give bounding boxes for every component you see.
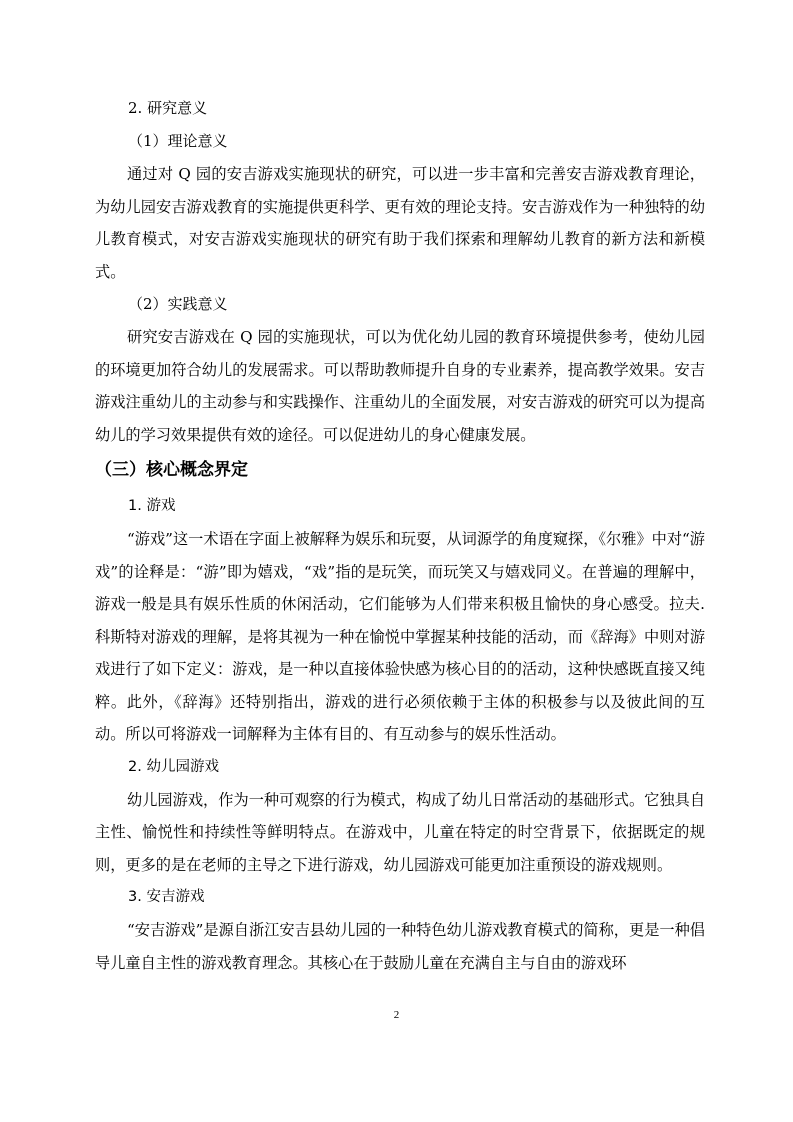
heading-practical-significance: （2）实践意义 (128, 295, 228, 313)
paragraph-game: “游戏”这一术语在字面上被解释为娱乐和玩耍，从词源学的角度窥探，《尔雅》中对“游戏”的诠释是：“游”即为嬉戏，“戏”指的是玩笑，而玩笑又与嬉戏同义。在普遍的理解中，游戏一般是具有娱乐性质的休闲活动，它们能够为人们带来积极且愉快的身心感受。拉夫. 科斯特对游戏的理解，是将其视为一种在愉悦中掌握某种技能的活动，而《辞海》中则对游戏进行了如下定义：游戏，是一种以直接体验快感为核心目的的活动，这种快感既直接又纯粹。此外，《辞海》还特别指出，游戏的进行必须依赖于主体的积极参与以及彼此间的互动。所以可将游戏一词解释为主体有目的、有互动参与的娱乐性活动。 (95, 530, 705, 743)
heading-theoretical-significance: （1）理论意义 (128, 132, 228, 150)
paragraph-anji-game: “安吉游戏”是源自浙江安吉县幼儿园的一种特色幼儿游戏教育模式的简称，更是一种倡导儿童自主性的游戏教育理念。其核心在于鼓励儿童在充满自主与自由的游戏环 (95, 921, 705, 972)
document-page (95, 92, 705, 979)
page-number: 2 (393, 1009, 400, 1021)
heading-core-concepts: （三）核心概念界定 (95, 460, 248, 480)
heading-anji-game: 3. 安吉游戏 (128, 889, 205, 905)
heading-game: 1. 游戏 (128, 498, 176, 514)
paragraph-practical: 研究安吉游戏在 Q 园的实施现状，可以为优化幼儿园的教育环境提供参考，使幼儿园的环境更加符合幼儿的发展需求。可以帮助教师提升自身的专业素养，提高教学效果。安吉游戏注重幼儿的主动参与和实践操作、注重幼儿的全面发展，对安吉游戏的研究可以为提高幼儿的学习效果提供有效的途径。可以促进幼儿的身心健康发展。 (95, 328, 705, 444)
heading-kindergarten-game: 2. 幼儿园游戏 (128, 758, 219, 775)
paragraph-theoretical: 通过对 Q 园的安吉游戏实施现状的研究，可以进一步丰富和完善安吉游戏教育理论，为幼儿园安吉游戏教育的实施提供更科学、更有效的理论支持。安吉游戏作为一种独特的幼儿教育模式，对安吉游戏实施现状的研究有助于我们探索和理解幼儿教育的新方法和新模式。 (95, 165, 705, 281)
paragraph-kindergarten-game: 幼儿园游戏，作为一种可观察的行为模式，构成了幼儿日常活动的基础形式。它独具自主性、愉悦性和持续性等鲜明特点。在游戏中，儿童在特定的时空背景下，依据既定的规则，更多的是在老师的主导之下进行游戏，幼儿园游戏可能更加注重预设的游戏规则。 (95, 790, 705, 874)
heading-research-significance: 2. 研究意义 (128, 99, 208, 117)
